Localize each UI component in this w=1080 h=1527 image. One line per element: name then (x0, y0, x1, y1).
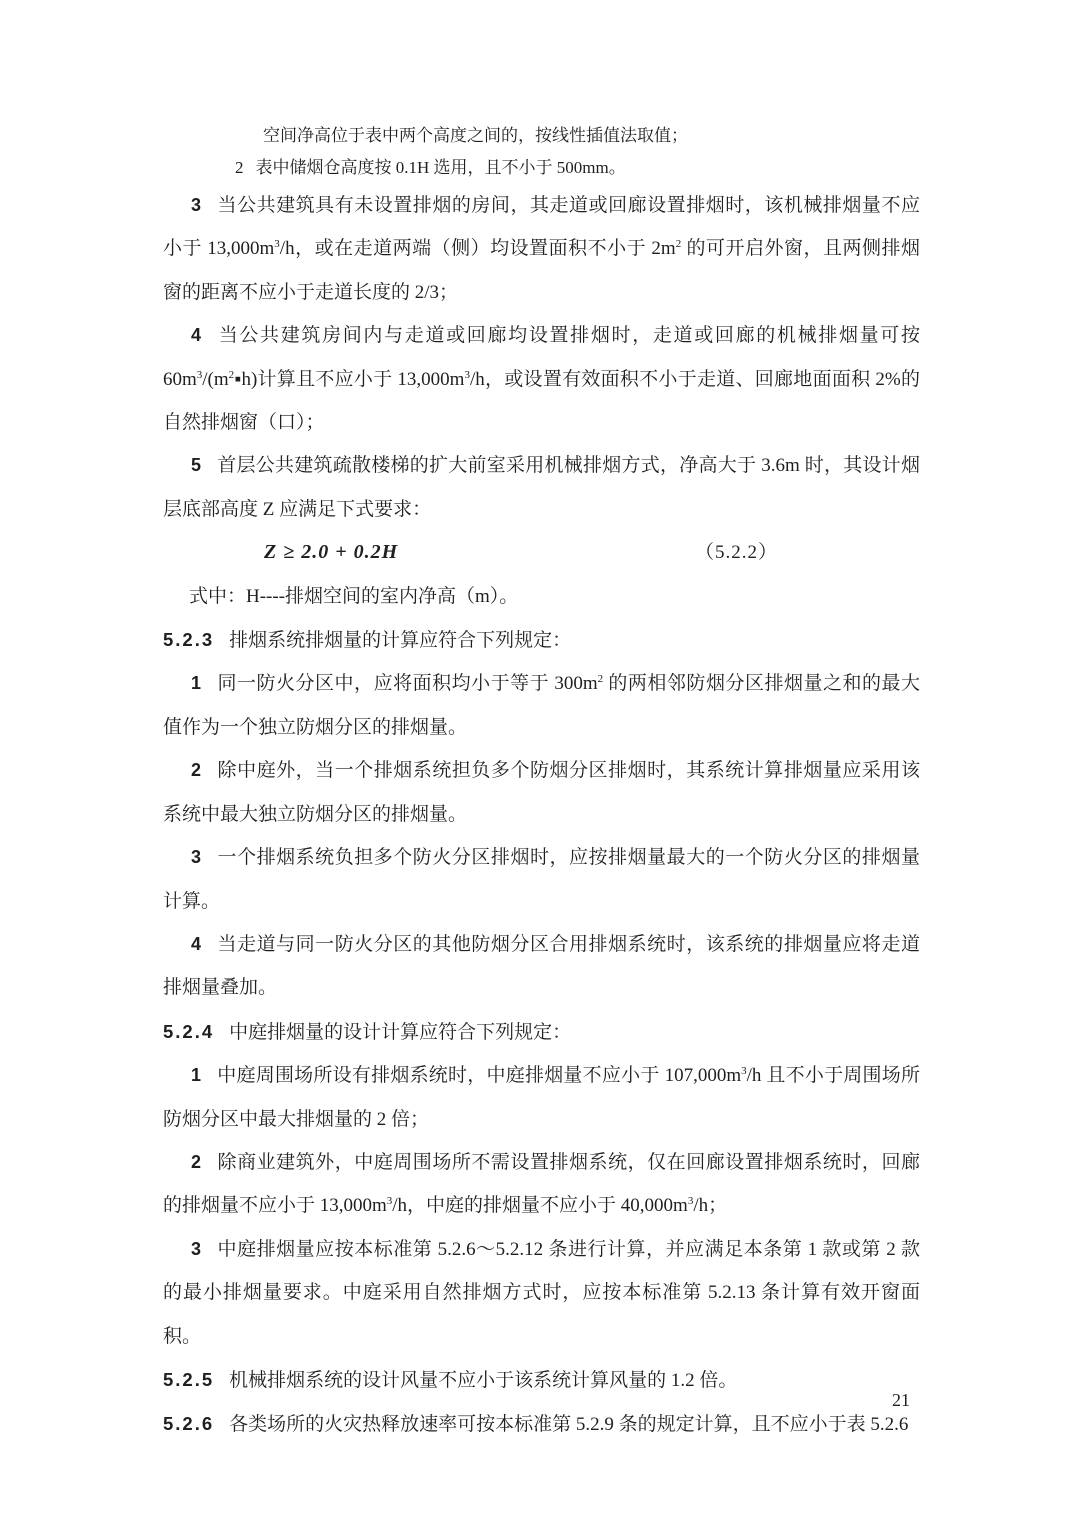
paragraph (163, 1358, 920, 1402)
superscript: 3 (687, 1195, 694, 1208)
paragraph (163, 575, 920, 618)
text-run: 中庭排烟量的设计计算应符合下列规定： (229, 1021, 572, 1043)
item-number: 4 (191, 933, 202, 954)
superscript: 3 (196, 368, 203, 381)
text-run: 同一防火分区中，应将面积均小于等于 300m (217, 673, 598, 695)
text-run: 排烟系统排烟量的计算应符合下列规定： (229, 630, 572, 652)
page-number: 21 (892, 1390, 910, 1410)
text-run: ▪h)计算且不应小于 13,000m (234, 368, 465, 390)
clause-number: 5.2.3 (163, 629, 215, 651)
superscript: 2 (675, 238, 682, 251)
paragraph (163, 1054, 920, 1141)
text-run: 的可开启外窗，且两侧排烟窗的距离不应小于走道长度的 2/3； (163, 238, 920, 303)
paragraph (163, 618, 920, 662)
text-run: 除中庭外，当一个排烟系统担负多个防烟分区排烟时，其系统计算排烟量应采用该系统中最大独立防烟分区的排烟量。 (163, 760, 920, 825)
item-number: 1 (191, 673, 202, 694)
paragraph (163, 749, 920, 836)
paragraph (163, 152, 920, 184)
paragraph (163, 444, 920, 531)
text-run: 除商业建筑外，中庭周围场所不需设置排烟系统，仅在回廊设置排烟系统时，回廊的排烟量不应小于 13,000m (163, 1151, 920, 1217)
text-run: /(m (202, 368, 229, 390)
text-run: 当走道与同一防火分区的其他防烟分区合用排烟系统时，该系统的排烟量应将走道排烟量叠加。 (163, 933, 920, 999)
clause-number: 5.2.4 (163, 1020, 215, 1042)
text-run: 首层公共建筑疏散楼梯的扩大前室采用机械排烟方式，净高大于 3.6m 时，其设计烟层底部高度 Z 应满足下式要求： (163, 455, 920, 520)
formula: Z ≥ 2.0 + 0.2H (264, 541, 399, 564)
paragraph (163, 314, 920, 444)
paragraph (163, 120, 920, 152)
item-number: 5 (191, 455, 202, 476)
superscript: 2 (228, 368, 235, 381)
paragraph (163, 1141, 920, 1228)
item-number: 1 (191, 1065, 202, 1086)
text-run: 当公共建筑房间内与走道或回廊均设置排烟时，走道或回廊的机械排烟量可按 60m (163, 325, 920, 390)
item-number: 3 (191, 847, 202, 868)
clause-number: 5.2.6 (163, 1413, 215, 1435)
superscript: 3 (464, 368, 470, 381)
text-run: /h； (693, 1195, 728, 1217)
text-run: 式中：H----排烟空间的室内净高（m）。 (189, 585, 519, 607)
note-number: 2 (235, 158, 244, 177)
text-run: 各类场所的火灾热释放速率可按本标准第 5.2.9 条的规定计算，且不应小于表 5.2.6 (229, 1414, 909, 1436)
superscript: 3 (274, 238, 280, 251)
text-run: 表中储烟仓高度按 0.1H 选用，且不小于 500mm。 (255, 158, 626, 177)
text-run: 当公共建筑具有未设置排烟的房间，其走道或回廊设置排烟时，该机械排烟量不应小于 13,000m (163, 195, 920, 260)
text-run: 中庭周围场所设有排烟系统时，中庭排烟量不应小于 107,000m (217, 1065, 742, 1087)
paragraph (163, 1010, 920, 1054)
item-number: 3 (191, 1238, 202, 1259)
clause-number: 5.2.5 (163, 1368, 215, 1390)
paragraph (163, 1228, 920, 1358)
item-number: 2 (191, 1151, 202, 1172)
paragraph (163, 923, 920, 1010)
text-run: /h，或在走道两端（侧）均设置面积不小于 2m (279, 238, 676, 260)
paragraph (163, 1402, 920, 1446)
item-number: 2 (191, 760, 202, 781)
formula-line (163, 531, 920, 574)
text-run: /h，或设置有效面积不小于走道、回廊地面面积 2%的自然排烟窗（口）； (163, 368, 920, 434)
superscript: 3 (386, 1195, 393, 1208)
item-number: 3 (191, 195, 202, 215)
text-run: /h 且不小于周围场所防烟分区中最大排烟量的 2 倍； (163, 1065, 920, 1130)
equation-number: （5.2.2） (695, 542, 779, 564)
text-run: 机械排烟系统的设计风量不应小于该系统计算风量的 1.2 倍。 (229, 1369, 738, 1391)
superscript: 2 (597, 673, 604, 686)
text-run: 中庭排烟量应按本标准第 5.2.6～5.2.12 条进行计算，并应满足本条第 1 款或第 2 款的最小排烟量要求。中庭采用自然排烟方式时，应按本标准第 5.2.13 条计算有效开窗面积。 (163, 1238, 920, 1347)
content (163, 120, 920, 1447)
paragraph (163, 184, 920, 314)
text-run: 的两相邻防烟分区排烟量之和的最大值作为一个独立防烟分区的排烟量。 (163, 673, 920, 738)
paragraph (163, 662, 920, 749)
text-run: /h，中庭的排烟量不应小于 40,000m (392, 1195, 688, 1217)
item-number: 4 (191, 325, 202, 346)
text-run: 空间净高位于表中两个高度之间的，按线性插值法取值； (263, 126, 688, 145)
superscript: 3 (741, 1065, 747, 1078)
text-run: 一个排烟系统负担多个防火分区排烟时，应按排烟量最大的一个防火分区的排烟量计算。 (163, 847, 920, 912)
paragraph (163, 836, 920, 923)
